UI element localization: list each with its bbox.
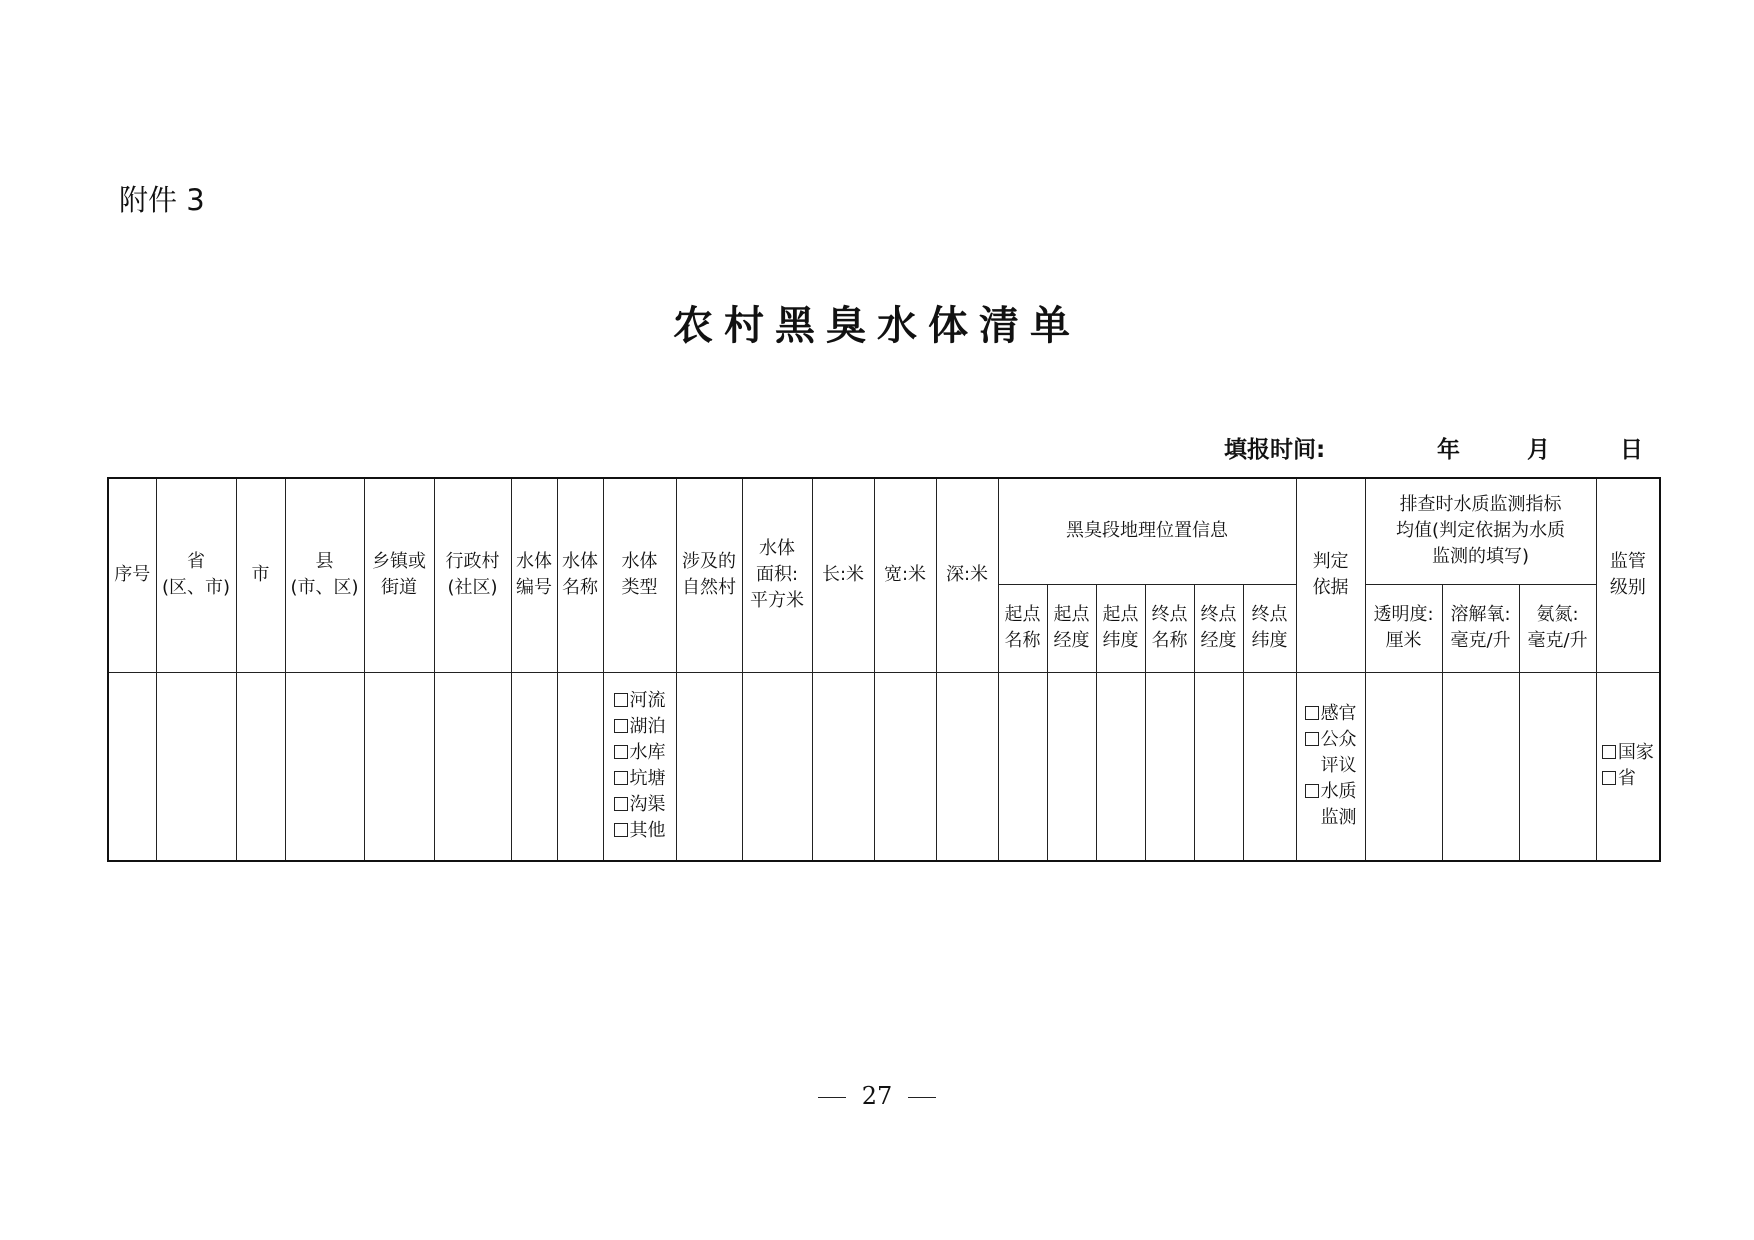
cell-width[interactable] bbox=[874, 672, 936, 861]
header-end-name: 终点 名称 bbox=[1145, 584, 1194, 672]
option-ditch[interactable]: 沟渠 bbox=[614, 792, 666, 818]
header-end-latitude: 终点 纬度 bbox=[1243, 584, 1296, 672]
checkbox-icon[interactable] bbox=[1305, 706, 1319, 720]
cell-basis bbox=[1296, 672, 1365, 861]
cell-seq[interactable] bbox=[108, 672, 156, 861]
dash-left bbox=[818, 1097, 846, 1098]
option-sensory[interactable]: 感官 bbox=[1305, 701, 1357, 727]
header-water-type: 水体 类型 bbox=[603, 478, 676, 672]
cell-supervision-level bbox=[1596, 672, 1660, 861]
header-dissolved-oxygen: 溶解氧: 毫克/升 bbox=[1442, 584, 1519, 672]
header-supervision-level: 监管 级别 bbox=[1596, 478, 1660, 672]
option-public-review-line2: 评议 bbox=[1320, 755, 1357, 777]
header-town: 乡镇或 街道 bbox=[364, 478, 434, 672]
header-province: 省 (区、市) bbox=[156, 478, 236, 672]
checkbox-icon[interactable] bbox=[614, 771, 628, 785]
checkbox-icon[interactable] bbox=[614, 745, 628, 759]
option-national[interactable]: 国家 bbox=[1602, 740, 1654, 766]
checkbox-icon[interactable] bbox=[1305, 784, 1319, 798]
dash-right bbox=[908, 1097, 936, 1098]
header-quality-group: 排查时水质监测指标 均值(判定依据为水质 监测的填写) bbox=[1365, 478, 1596, 584]
header-water-name: 水体 名称 bbox=[557, 478, 603, 672]
cell-town[interactable] bbox=[364, 672, 434, 861]
cell-province[interactable] bbox=[156, 672, 236, 861]
header-seq: 序号 bbox=[108, 478, 156, 672]
header-end-longitude: 终点 经度 bbox=[1194, 584, 1243, 672]
cell-natural-village[interactable] bbox=[676, 672, 742, 861]
header-county: 县 (市、区) bbox=[285, 478, 364, 672]
cell-start-longitude[interactable] bbox=[1047, 672, 1096, 861]
option-provincial[interactable]: 省 bbox=[1602, 766, 1654, 792]
header-depth: 深:米 bbox=[936, 478, 998, 672]
option-public-review[interactable]: 公众 bbox=[1305, 727, 1357, 753]
cell-transparency[interactable] bbox=[1365, 672, 1442, 861]
cell-length[interactable] bbox=[812, 672, 874, 861]
cell-village[interactable] bbox=[434, 672, 511, 861]
checkbox-icon[interactable] bbox=[1602, 745, 1616, 759]
header-water-number: 水体 编号 bbox=[511, 478, 557, 672]
cell-water-type bbox=[603, 672, 676, 861]
cell-end-longitude[interactable] bbox=[1194, 672, 1243, 861]
checkbox-icon[interactable] bbox=[1602, 771, 1616, 785]
header-ammonia-nitrogen: 氨氮: 毫克/升 bbox=[1519, 584, 1596, 672]
black-odor-water-table bbox=[107, 477, 1661, 862]
checkbox-icon[interactable] bbox=[1305, 732, 1319, 746]
fill-time-year: 年 bbox=[1437, 437, 1460, 463]
cell-water-area[interactable] bbox=[742, 672, 812, 861]
cell-water-name[interactable] bbox=[557, 672, 603, 861]
option-reservoir[interactable]: 水库 bbox=[614, 740, 666, 766]
fill-time-label: 填报时间: bbox=[1224, 437, 1326, 463]
option-lake[interactable]: 湖泊 bbox=[614, 714, 666, 740]
checkbox-icon[interactable] bbox=[614, 693, 628, 707]
option-other[interactable]: 其他 bbox=[614, 818, 666, 844]
header-width: 宽:米 bbox=[874, 478, 936, 672]
table-row bbox=[108, 672, 1660, 861]
checkbox-icon[interactable] bbox=[614, 797, 628, 811]
cell-city[interactable] bbox=[236, 672, 285, 861]
checkbox-icon[interactable] bbox=[614, 823, 628, 837]
header-water-area: 水体 面积: 平方米 bbox=[742, 478, 812, 672]
header-city: 市 bbox=[236, 478, 285, 672]
header-village: 行政村 (社区) bbox=[434, 478, 511, 672]
option-water-monitoring-line2: 监测 bbox=[1320, 807, 1357, 829]
attachment-label: 附件 3 bbox=[119, 183, 205, 217]
header-natural-village: 涉及的 自然村 bbox=[676, 478, 742, 672]
option-pond[interactable]: 坑塘 bbox=[614, 766, 666, 792]
header-start-name: 起点 名称 bbox=[998, 584, 1047, 672]
header-length: 长:米 bbox=[812, 478, 874, 672]
fill-time-month: 月 bbox=[1527, 437, 1550, 463]
fill-time-day: 日 bbox=[1620, 437, 1643, 463]
header-row-1 bbox=[108, 478, 1660, 584]
checkbox-icon[interactable] bbox=[614, 719, 628, 733]
page-number: 27 bbox=[0, 1082, 1754, 1110]
header-start-latitude: 起点 纬度 bbox=[1096, 584, 1145, 672]
cell-depth[interactable] bbox=[936, 672, 998, 861]
header-start-longitude: 起点 经度 bbox=[1047, 584, 1096, 672]
header-basis: 判定 依据 bbox=[1296, 478, 1365, 672]
cell-end-latitude[interactable] bbox=[1243, 672, 1296, 861]
document-title: 农村黑臭水体清单 bbox=[673, 302, 1081, 349]
cell-end-name[interactable] bbox=[1145, 672, 1194, 861]
option-river[interactable]: 河流 bbox=[614, 688, 666, 714]
header-geo-group: 黑臭段地理位置信息 bbox=[998, 478, 1296, 584]
cell-dissolved-oxygen[interactable] bbox=[1442, 672, 1519, 861]
cell-start-latitude[interactable] bbox=[1096, 672, 1145, 861]
cell-county[interactable] bbox=[285, 672, 364, 861]
cell-water-number[interactable] bbox=[511, 672, 557, 861]
option-water-monitoring[interactable]: 水质 bbox=[1305, 779, 1357, 805]
header-transparency: 透明度: 厘米 bbox=[1365, 584, 1442, 672]
cell-ammonia-nitrogen[interactable] bbox=[1519, 672, 1596, 861]
cell-start-name[interactable] bbox=[998, 672, 1047, 861]
